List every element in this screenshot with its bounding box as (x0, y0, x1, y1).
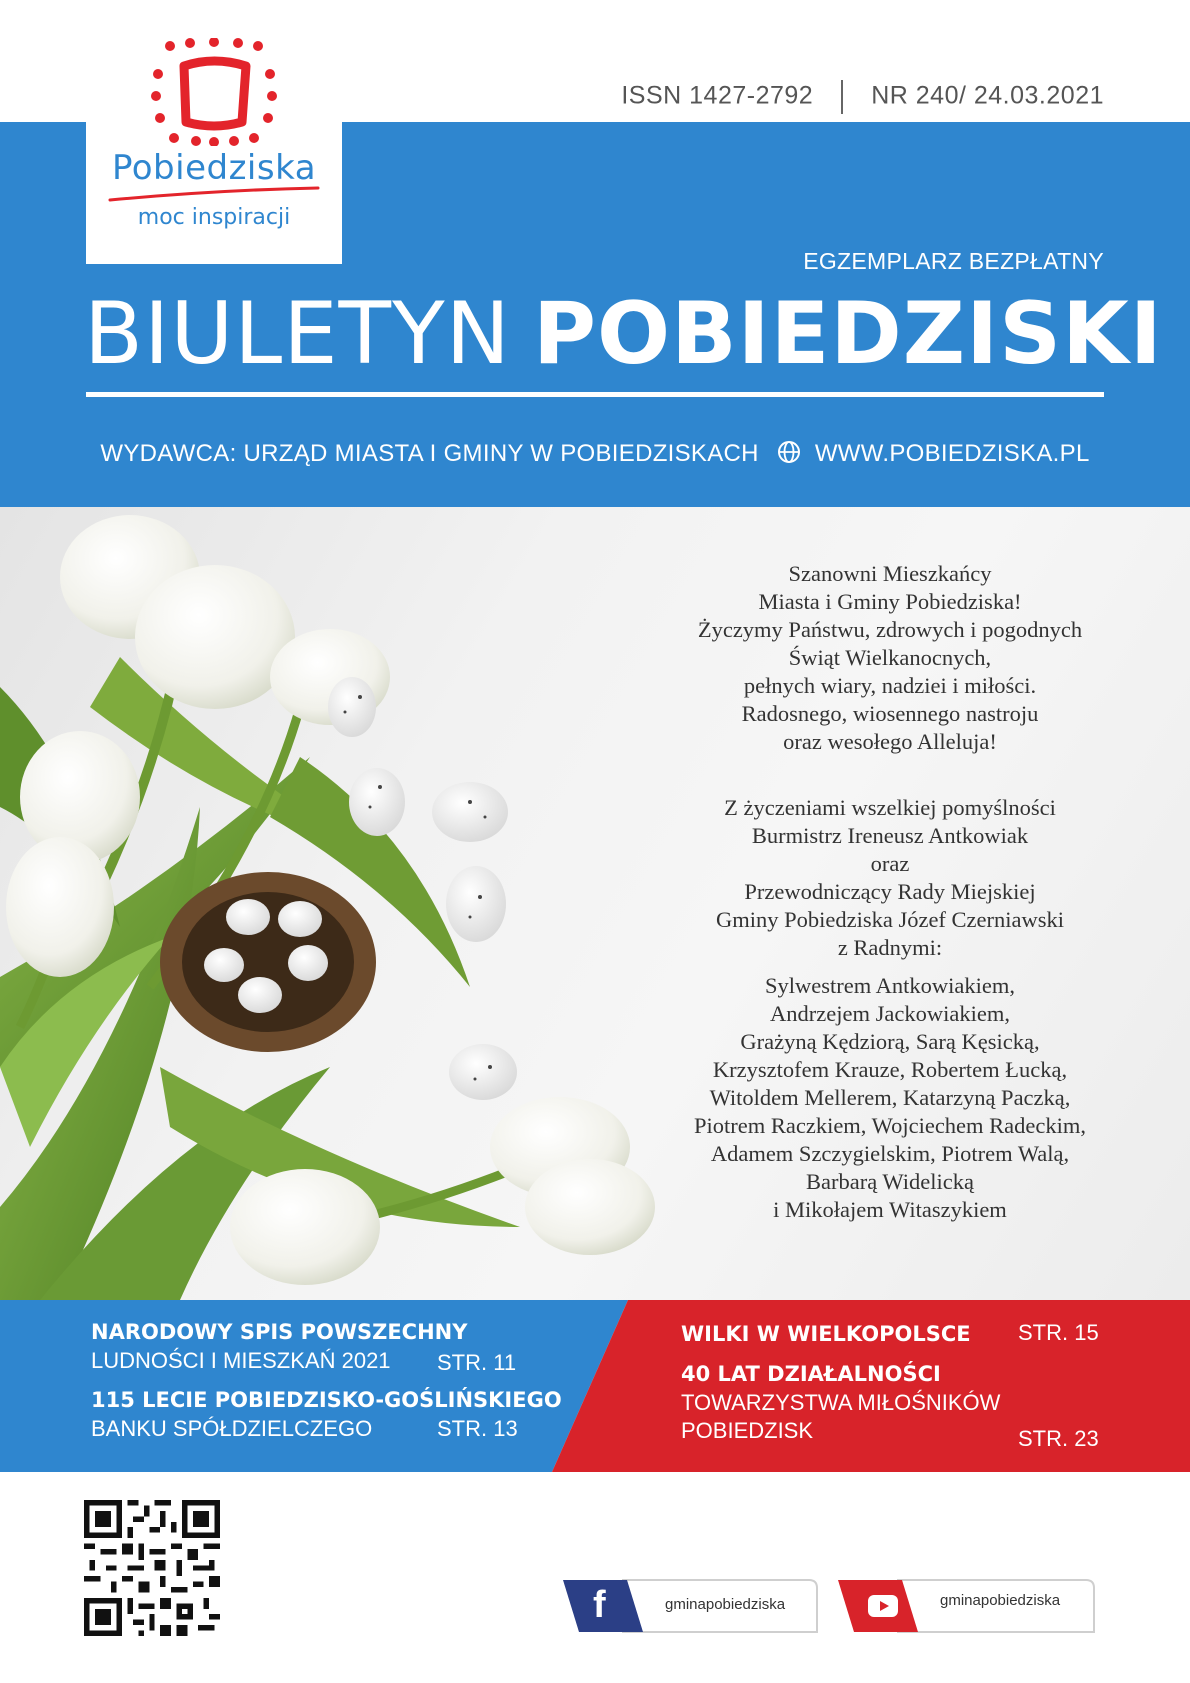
teaser-wolves-page: STR. 15 (1018, 1320, 1099, 1345)
greeting-line: oraz wesołego Alleluja! (783, 729, 997, 754)
teaser-wolves-title[interactable]: WILKI W WIELKOPOLSCE (681, 1322, 971, 1346)
teaser-bank-title[interactable]: 115 LECIE POBIEDZISKO-GOŚLIŃSKIEGO (91, 1388, 562, 1412)
logo (86, 38, 342, 264)
article-teasers (0, 1300, 1190, 1472)
logo-tagline: moc inspiracji (137, 205, 291, 230)
councillor-line: Sylwestrem Antkowiakiem, (765, 973, 1015, 998)
signature-line: oraz (870, 851, 910, 876)
masthead-title (84, 284, 1163, 384)
publisher: WYDAWCA: URZĄD MIASTA I GMINY W POBIEDZISKACH (100, 440, 759, 467)
signature-line: Burmistrz Ireneusz Antkowiak (751, 823, 1029, 848)
teaser-society-page: STR. 23 (1018, 1426, 1099, 1451)
title-bold: POBIEDZISKI (532, 284, 1163, 384)
website-link[interactable]: WWW.POBIEDZISKA.PL (814, 440, 1090, 467)
issue-number: NR 240/ 24.03.2021 (871, 81, 1104, 110)
qr-code[interactable] (84, 1500, 220, 1636)
signature-line: z Radnymi: (837, 935, 943, 960)
teaser-society-sub: TOWARZYSTWA MIŁOŚNIKÓW (681, 1390, 1001, 1415)
greeting-line: Radosnego, wiosennego nastroju (741, 701, 1039, 726)
signature-line: Przewodniczący Rady Miejskiej (744, 879, 1036, 904)
facebook-icon: f (593, 1584, 606, 1626)
councillor-line: i Mikołajem Witaszykiem (773, 1197, 1007, 1222)
councillor-line: Adamem Szczygielskim, Piotrem Walą, (710, 1141, 1070, 1166)
councillor-line: Andrzejem Jackowiakiem, (770, 1001, 1010, 1026)
title-light: BIULETYN (84, 284, 511, 384)
title-rule (86, 392, 1104, 397)
divider (841, 80, 843, 114)
logo-frame-icon (150, 38, 278, 146)
youtube-icon (868, 1595, 898, 1617)
teaser-census-page: STR. 11 (437, 1350, 517, 1375)
councillor-line: Barbarą Widelicką (806, 1169, 974, 1194)
logo-swoosh-icon (108, 186, 320, 204)
issn: ISSN 1427-2792 (621, 81, 814, 110)
publisher-line (0, 440, 1190, 468)
greeting-line: Miasta i Gminy Pobiedziska! (758, 589, 1022, 614)
teaser-census-sub: LUDNOŚCI I MIESZKAŃ 2021 (91, 1348, 391, 1373)
teaser-bank-sub: BANKU SPÓŁDZIELCZEGO (91, 1416, 373, 1441)
youtube-link[interactable] (838, 1578, 1096, 1634)
logo-name: Pobiedziska (111, 148, 317, 188)
facebook-handle: gminapobiedziska (665, 1596, 786, 1613)
greeting-line: Szanowni Mieszkańcy (788, 561, 992, 586)
councillor-line: Piotrem Raczkiem, Wojciechem Radeckim, (693, 1113, 1087, 1138)
teaser-society-title[interactable]: 40 LAT DZIAŁALNOŚCI (681, 1362, 941, 1386)
councillor-line: Witoldem Mellerem, Katarzyną Paczką, (709, 1085, 1071, 1110)
councillor-line: Grażyną Kędziorą, Sarą Kęsicką, (740, 1029, 1040, 1054)
youtube-handle: gminapobiedziska (940, 1592, 1061, 1609)
teaser-society-sub: POBIEDZISK (681, 1418, 814, 1443)
globe-icon (777, 440, 801, 464)
councillor-line: Krzysztofem Krauze, Robertem Łucką, (712, 1057, 1068, 1082)
free-copy-label: EGZEMPLARZ BEZPŁATNY (803, 248, 1104, 274)
facebook-link[interactable] (563, 1578, 819, 1634)
greeting-line: Świąt Wielkanocnych, (788, 645, 992, 670)
signature-line: Z życzeniami wszelkiej pomyślności (724, 795, 1056, 820)
greeting-line: Życzymy Państwu, zdrowych i pogodnych (697, 617, 1083, 642)
greeting-line: pełnych wiary, nadziei i miłości. (743, 673, 1037, 698)
easter-greeting (640, 560, 1140, 1224)
teaser-census-title[interactable]: NARODOWY SPIS POWSZECHNY (91, 1320, 468, 1344)
issue-info (621, 80, 1104, 114)
signature-line: Gminy Pobiedziska Józef Czerniawski (715, 907, 1065, 932)
teaser-bank-page: STR. 13 (437, 1416, 518, 1441)
